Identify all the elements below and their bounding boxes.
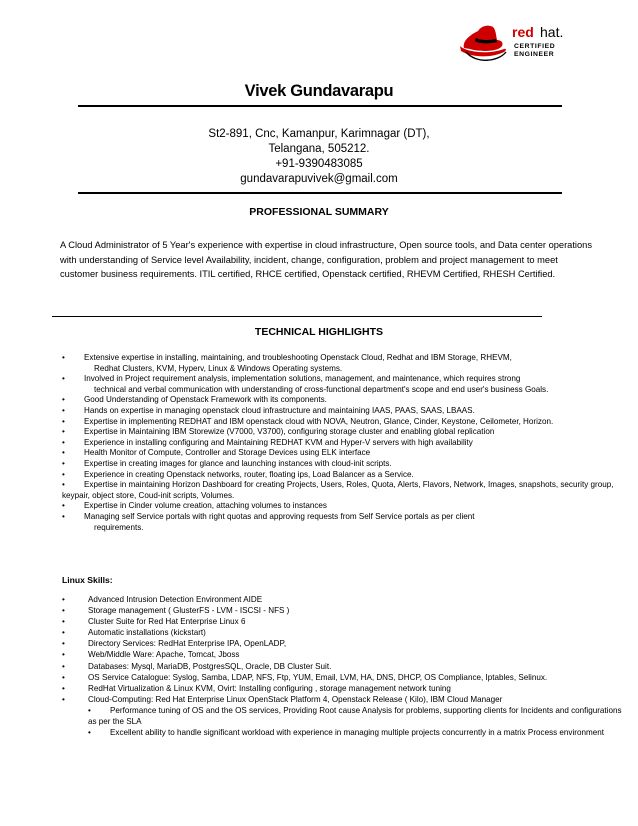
linux-skills-list <box>62 594 632 738</box>
list-item: • Experience in installing configuring and Maintaining REDHAT KVM and Hyper-V servers with high availability <box>62 437 473 447</box>
bullet-icon: • <box>62 639 65 649</box>
bullet-icon: • <box>62 427 65 437</box>
list-item: • Databases: Mysql, MariaDB, PostgresSQL, Oracle, DB Cluster Suit. <box>62 661 332 671</box>
bullet-icon: • <box>62 469 65 479</box>
summary-heading: PROFESSIONAL SUMMARY <box>249 206 389 218</box>
list-item: • Storage management ( GlusterFS - LVM - ISCSI - NFS ) <box>62 606 290 616</box>
list-item: • Experience in creating Openstack networks, router, floating ips, Load Balancer as a Service. <box>62 469 414 479</box>
bullet-icon: • <box>88 705 91 715</box>
technical-heading: TECHNICAL HIGHLIGHTS <box>254 326 384 338</box>
bullet-icon: • <box>62 595 65 604</box>
list-item: • Managing self Service portals with right quotas and approving requests from Self Service portals as per client requirements. <box>62 511 475 532</box>
header-divider <box>78 105 562 107</box>
bullet-icon: • <box>62 606 65 616</box>
bullet-icon: • <box>62 353 65 362</box>
bullet-icon: • <box>62 617 65 627</box>
redhat-certified-engineer-logo <box>458 18 580 68</box>
bullet-icon: • <box>62 683 65 693</box>
list-item: • Expertise in Maintaining IBM Storewize (V7000, V3700), configuring storage cluster and enabling global replication <box>62 427 495 437</box>
candidate-name: Vivek Gundavarapu <box>244 82 394 100</box>
list-item: • Health Monitor of Compute, Controller and Storage Devices using ELK interface <box>62 448 371 458</box>
list-item: • Expertise in Cinder volume creation, attaching volumes to instances <box>62 501 327 511</box>
list-item: • Expertise in creating images for glance and launching instances with cloud-init scripts. <box>62 458 392 468</box>
bullet-icon: • <box>62 511 65 521</box>
email-address[interactable]: gundavarapuvivek@gmail.com <box>240 173 398 185</box>
svg-text:hat.: hat. <box>540 24 564 40</box>
bullet-icon: • <box>62 694 65 704</box>
list-item: • Cluster Suite for Red Hat Enterprise Linux 6 <box>62 617 246 627</box>
list-item: • Involved in Project requirement analysis, implementation solutions, management, and maintenance, which requires strong technical and verbal communication with understanding of cross-functional department's scope and end user's business Goals. <box>62 374 549 394</box>
list-item: • Directory Services: RedHat Enterprise IPA, OpenLADP, <box>62 639 287 649</box>
svg-text:red: red <box>512 24 534 40</box>
list-item: • Hands on expertise in managing openstack cloud infrastructure and maintaining IAAS, PAAS, SAAS, LBAAS. <box>62 405 475 415</box>
list-item: • Web/Middle Ware: Apache, Tomcat, Jboss <box>62 650 240 660</box>
technical-list <box>62 353 622 533</box>
list-item: • Performance tuning of OS and the OS services, Providing Root cause Analysis for problems, supporting clients for Incidents and configurations as per the SLA <box>88 705 622 727</box>
bullet-icon: • <box>62 405 65 415</box>
bullet-icon: • <box>62 395 65 405</box>
svg-text:CERTIFIED: CERTIFIED <box>514 43 556 50</box>
bullet-icon: • <box>62 416 65 426</box>
list-item: • Expertise in maintaining Horizon Dashboard for creating Projects, Users, Roles, Quota, Alerts, Flavors, Network, Images, snapshots, security group, keypair, object store, Coud-init scripts, Volumes. <box>62 480 614 500</box>
list-item: • Extensive expertise in installing, maintaining, and troubleshooting Openstack Cloud, Redhat and IBM Storage, RHEVM, Redhat Clusters, KVM, Hyperv, Linux & Windows Operating systems. <box>62 353 512 373</box>
redhat-hat-icon <box>464 26 503 51</box>
list-item: • Advanced Intrusion Detection Environment AIDE <box>62 595 263 604</box>
summary-divider <box>52 316 542 317</box>
bullet-icon: • <box>62 437 65 447</box>
list-item: • RedHat Virtualization & Linux KVM, Ovirt: Installing configuring , storage management network tuning <box>62 683 451 693</box>
address-line-2: Telangana, 505212. <box>268 143 370 155</box>
bullet-icon: • <box>62 672 65 682</box>
address-line-1: St2-891, Cnc, Kamanpur, Karimnagar (DT), <box>208 128 430 140</box>
bullet-icon: • <box>62 480 65 490</box>
bullet-icon: • <box>62 650 65 660</box>
summary-text: A Cloud Administrator of 5 Year's experience with expertise in cloud infrastructure, Open source tools, and Data center operations with understanding of Service level Availability, incident, change, configuration, problem and project management to meet customer business requirements. ITIL certified, RHCE certified, Openstack certified, RHEVM Certified, RHESH Certified. <box>60 240 592 280</box>
svg-text:ENGINEER: ENGINEER <box>514 51 555 58</box>
list-item: • Excellent ability to handle significant workload with experience in managing multiple projects concurrently in a matrix Process environment <box>88 728 604 738</box>
list-item: • OS Service Catalogue: Syslog, Samba, LDAP, NFS, Ftp, YUM, Email, LVM, HA, DNS, DHCP, OS Compliance, Iptables, Selinux. <box>62 672 548 682</box>
bullet-icon: • <box>62 628 65 638</box>
contact-divider <box>78 192 562 194</box>
list-item: • Expertise in implementing REDHAT and IBM openstack cloud with NOVA, Neutron, Glance, Cinder, Keystone, Ceilometer, Horizon. <box>62 416 554 426</box>
list-item: • Good Understanding of Openstack Framework with its components. <box>62 395 327 405</box>
list-item: • Cloud-Computing: Red Hat Enterprise Linux OpenStack Platform 4, Openstack Release ( Kilo), IBM Cloud Manager <box>62 694 503 704</box>
bullet-icon: • <box>88 728 91 738</box>
bullet-icon: • <box>62 501 65 511</box>
contact-block <box>0 127 638 187</box>
bullet-icon: • <box>62 661 65 671</box>
linux-skills-heading: Linux Skills: <box>62 575 113 585</box>
bullet-icon: • <box>62 448 65 458</box>
phone-number: +91-9390483085 <box>275 158 363 170</box>
list-item: • Automatic installations (kickstart) <box>62 628 206 638</box>
bullet-icon: • <box>62 374 65 384</box>
bullet-icon: • <box>62 458 65 468</box>
